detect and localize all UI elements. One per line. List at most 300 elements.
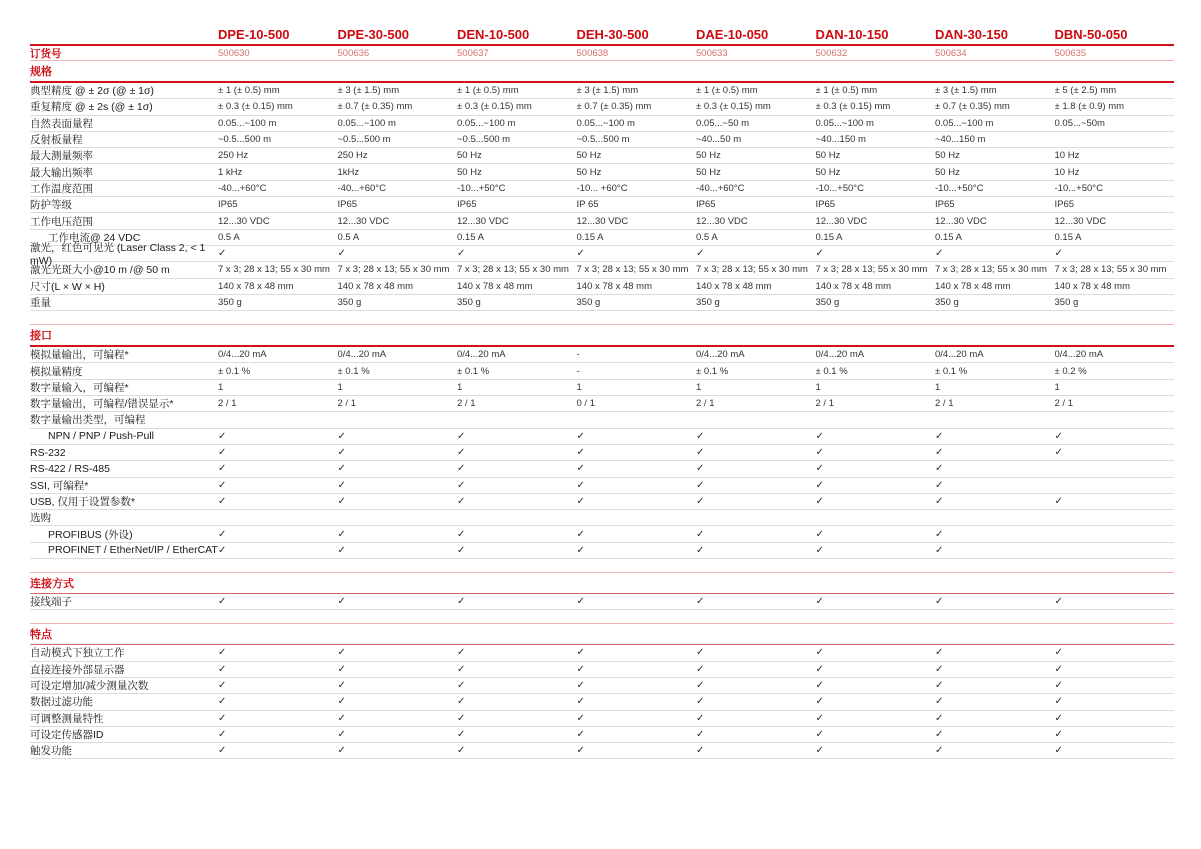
check-mark: ✓ xyxy=(218,495,227,507)
table-row xyxy=(30,662,1174,678)
row-label: 自动模式下独立工作 xyxy=(30,647,125,660)
spec-cell: -40...+60°C xyxy=(337,182,386,194)
check-mark: ✓ xyxy=(1054,745,1063,757)
spec-cell: 350 g xyxy=(696,297,720,308)
spec-cell: 50 Hz xyxy=(457,166,482,178)
check-mark: ✓ xyxy=(696,447,705,459)
spec-cell: 0.05...~100 m xyxy=(815,117,874,129)
spec-cell: 140 x 78 x 48 mm xyxy=(696,280,772,292)
check-mark: ✓ xyxy=(337,430,346,442)
row-label: PROFIBUS (外设) xyxy=(48,528,133,541)
spec-cell: 50 Hz xyxy=(815,150,841,162)
spec-cell: 7 x 3; 28 x 13; 55 x 30 mm xyxy=(337,264,450,276)
check-mark: ✓ xyxy=(218,463,227,475)
spec-cell: 0.15 A xyxy=(576,231,604,243)
spec-cell: ± 0.1 % xyxy=(815,365,848,377)
spec-cell: 50 Hz xyxy=(935,150,960,162)
check-mark: ✓ xyxy=(218,745,227,757)
check-mark: ✓ xyxy=(1054,430,1063,442)
check-mark: ✓ xyxy=(935,248,944,260)
spec-cell: 0/4...20 mA xyxy=(696,349,745,361)
row-label: 数字量输入，可编程* xyxy=(30,381,129,394)
check-mark: ✓ xyxy=(218,663,227,675)
check-mark: ✓ xyxy=(337,463,346,475)
spec-cell: 0/4...20 mA xyxy=(935,349,984,361)
order-number: 500633 xyxy=(696,47,728,59)
spec-cell: 50 Hz xyxy=(815,166,841,178)
row-label: 触发功能 xyxy=(30,745,72,758)
spec-cell: 0.15 A xyxy=(1054,231,1082,243)
row-label: RS-422 / RS-485 xyxy=(30,462,110,475)
row-label: NPN / PNP / Push-Pull xyxy=(48,430,155,443)
row-label: 模拟量输出，可编程* xyxy=(30,349,129,362)
table-row xyxy=(30,347,1174,363)
check-mark: ✓ xyxy=(696,728,705,740)
check-mark: ✓ xyxy=(576,495,585,507)
check-mark: ✓ xyxy=(935,430,944,442)
check-mark: ✓ xyxy=(815,479,824,491)
check-mark: ✓ xyxy=(815,544,824,556)
section-header xyxy=(30,572,1174,594)
spec-cell: 50 Hz xyxy=(457,150,482,162)
check-mark: ✓ xyxy=(696,647,705,659)
spec-cell: 10 Hz xyxy=(1054,166,1080,178)
section-title: 连接方式 xyxy=(30,578,74,591)
table-row xyxy=(30,279,1174,295)
spec-cell: 7 x 3; 28 x 13; 55 x 30 mm xyxy=(1054,264,1167,276)
check-mark: ✓ xyxy=(218,447,227,459)
spec-cell: -10... +60°C xyxy=(576,182,628,194)
check-mark: ✓ xyxy=(815,745,824,757)
row-label: 最大输出频率 xyxy=(30,166,93,179)
spec-cell: 7 x 3; 28 x 13; 55 x 30 mm xyxy=(815,264,928,276)
check-mark: ✓ xyxy=(935,647,944,659)
spec-cell: 2 / 1 xyxy=(457,398,476,410)
section-header xyxy=(30,324,1174,347)
row-label: 最大测量频率 xyxy=(30,150,93,163)
check-mark: ✓ xyxy=(696,463,705,475)
spec-cell: -40...+60°C xyxy=(218,182,267,194)
check-mark: ✓ xyxy=(218,680,227,692)
spec-cell: 1 xyxy=(218,381,224,393)
check-mark: ✓ xyxy=(218,647,227,659)
table-row xyxy=(30,743,1174,759)
check-mark: ✓ xyxy=(337,495,346,507)
check-mark: ✓ xyxy=(457,495,466,507)
spec-cell: ~0.5...500 m xyxy=(218,134,272,146)
check-mark: ✓ xyxy=(337,447,346,459)
row-label: 自然表面量程 xyxy=(30,117,93,130)
section-header xyxy=(30,623,1174,645)
spec-cell: -10...+50°C xyxy=(457,182,506,194)
check-mark: ✓ xyxy=(696,495,705,507)
spec-cell: 2 / 1 xyxy=(218,398,237,410)
check-mark: ✓ xyxy=(576,663,585,675)
row-label: PROFINET / EtherNet/IP / EtherCAT xyxy=(48,544,218,557)
spec-cell: 0/4...20 mA xyxy=(218,349,267,361)
spec-cell: 12...30 VDC xyxy=(1054,215,1107,227)
check-mark: ✓ xyxy=(457,663,466,675)
check-mark: ✓ xyxy=(457,745,466,757)
table-row xyxy=(30,543,1174,559)
spec-cell: 1 kHz xyxy=(218,166,243,178)
spec-cell: 1kHz xyxy=(337,166,360,178)
spec-cell: ± 1 (± 0.5) mm xyxy=(696,85,758,97)
spec-cell: 0.05...~100 m xyxy=(576,117,635,129)
check-mark: ✓ xyxy=(815,447,824,459)
check-mark: ✓ xyxy=(457,430,466,442)
spec-cell: ± 3 (± 1.5) mm xyxy=(576,85,639,97)
spec-cell: 0/4...20 mA xyxy=(815,349,865,361)
spec-cell: 2 / 1 xyxy=(337,398,356,410)
spec-cell: 140 x 78 x 48 mm xyxy=(1054,280,1131,292)
row-label: 重复精度 @ ± 2s (@ ± 1σ) xyxy=(30,101,153,114)
table-row xyxy=(30,99,1174,115)
check-mark: ✓ xyxy=(218,596,227,608)
product-column-header: DBN-50-050 xyxy=(1054,26,1128,42)
spec-cell: 50 Hz xyxy=(696,166,721,178)
spec-cell: ~40...50 m xyxy=(696,134,742,146)
check-mark: ✓ xyxy=(935,463,944,475)
section-header xyxy=(30,61,1174,83)
check-mark: ✓ xyxy=(696,680,705,692)
check-mark: ✓ xyxy=(337,712,346,724)
spec-cell: 350 g xyxy=(337,297,362,308)
spec-cell: 12...30 VDC xyxy=(696,215,748,227)
check-mark: ✓ xyxy=(815,596,824,608)
row-label: 工作电流@ 24 VDC xyxy=(48,231,141,244)
check-mark: ✓ xyxy=(696,596,705,608)
check-mark: ✓ xyxy=(576,528,585,540)
check-mark: ✓ xyxy=(935,596,944,608)
spec-cell: IP 65 xyxy=(576,199,599,211)
check-mark: ✓ xyxy=(935,663,944,675)
row-label: 尺寸(L × W × H) xyxy=(30,280,105,293)
table-row xyxy=(30,213,1174,229)
check-mark: ✓ xyxy=(935,728,944,740)
spec-cell: 10 Hz xyxy=(1054,150,1080,162)
check-mark: ✓ xyxy=(815,728,824,740)
spec-cell: 1 xyxy=(696,381,702,393)
check-mark: ✓ xyxy=(457,248,466,260)
check-mark: ✓ xyxy=(576,447,585,459)
sections-container xyxy=(30,61,1174,759)
row-label: 模拟量精度 xyxy=(30,365,83,378)
check-mark: ✓ xyxy=(696,248,705,260)
check-mark: ✓ xyxy=(218,528,227,540)
check-mark: ✓ xyxy=(935,544,944,556)
spec-cell: ± 5 (± 2.5) mm xyxy=(1054,85,1117,97)
table-row xyxy=(30,429,1174,445)
check-mark: ✓ xyxy=(1054,495,1063,507)
product-column-header: DPE-30-500 xyxy=(337,26,410,42)
check-mark: ✓ xyxy=(218,430,227,442)
spec-cell: 2 / 1 xyxy=(1054,398,1073,410)
spec-cell: IP65 xyxy=(337,199,358,211)
check-mark: ✓ xyxy=(576,728,585,740)
check-mark: ✓ xyxy=(1054,647,1063,659)
table-row xyxy=(30,181,1174,197)
spec-cell: - xyxy=(576,365,580,377)
spec-cell: ~0.5...500 m xyxy=(337,134,391,146)
check-mark: ✓ xyxy=(1054,696,1063,708)
spec-cell: IP65 xyxy=(815,199,836,211)
spec-cell: ± 1 (± 0.5) mm xyxy=(457,85,519,97)
table-row xyxy=(30,396,1174,412)
check-mark: ✓ xyxy=(935,479,944,491)
check-mark: ✓ xyxy=(696,745,705,757)
check-mark: ✓ xyxy=(935,712,944,724)
spec-cell: ± 1.8 (± 0.9) mm xyxy=(1054,101,1125,113)
row-label: 可设定增加/减少测量次数 xyxy=(30,680,149,693)
row-label: 数字量输出，可编程/错误显示* xyxy=(30,398,174,411)
spec-cell: ± 3 (± 1.5) mm xyxy=(935,85,997,97)
spec-cell: 7 x 3; 28 x 13; 55 x 30 mm xyxy=(696,264,808,276)
spec-cell: IP65 xyxy=(696,199,716,211)
check-mark: ✓ xyxy=(457,463,466,475)
check-mark: ✓ xyxy=(815,495,824,507)
table-row xyxy=(30,461,1174,477)
spec-cell: 50 Hz xyxy=(576,166,602,178)
check-mark: ✓ xyxy=(218,696,227,708)
row-label: 数字量输出类型，可编程 xyxy=(30,414,146,427)
check-mark: ✓ xyxy=(337,745,346,757)
check-mark: ✓ xyxy=(337,544,346,556)
table-row xyxy=(30,412,1174,428)
check-mark: ✓ xyxy=(337,248,346,260)
check-mark: ✓ xyxy=(815,696,824,708)
table-row xyxy=(30,494,1174,510)
spec-cell: ± 0.7 (± 0.35) mm xyxy=(576,101,652,113)
spec-cell: ~0.5...500 m xyxy=(576,134,630,146)
check-mark: ✓ xyxy=(218,544,227,556)
product-header-row xyxy=(30,26,1174,46)
check-mark: ✓ xyxy=(696,528,705,540)
order-number: 500634 xyxy=(935,47,967,59)
spec-cell: ~0.5...500 m xyxy=(457,134,511,146)
spec-cell: ± 3 (± 1.5) mm xyxy=(337,85,400,97)
check-mark: ✓ xyxy=(337,647,346,659)
check-mark: ✓ xyxy=(935,680,944,692)
check-mark: ✓ xyxy=(696,696,705,708)
check-mark: ✓ xyxy=(576,596,585,608)
spec-cell: 12...30 VDC xyxy=(935,215,987,227)
table-row xyxy=(30,526,1174,542)
product-column-header: DAE-10-050 xyxy=(696,26,769,42)
table-row xyxy=(30,164,1174,180)
spec-cell: 0.5 A xyxy=(696,231,718,243)
row-label: 典型精度 @ ± 2σ (@ ± 1σ) xyxy=(30,85,154,98)
spec-cell: 0.15 A xyxy=(935,231,962,243)
check-mark: ✓ xyxy=(337,596,346,608)
spec-cell: 0.05...~100 m xyxy=(457,117,516,129)
check-mark: ✓ xyxy=(576,696,585,708)
check-mark: ✓ xyxy=(337,696,346,708)
spec-cell: ± 0.3 (± 0.15) mm xyxy=(696,101,771,113)
spec-cell: 250 Hz xyxy=(218,150,249,162)
order-number: 500637 xyxy=(457,47,489,59)
spec-cell: 50 Hz xyxy=(576,150,602,162)
spec-cell: 0.15 A xyxy=(457,231,484,243)
row-label: 直接连接外部显示器 xyxy=(30,663,125,676)
spec-cell: 2 / 1 xyxy=(935,398,954,410)
spec-cell: 140 x 78 x 48 mm xyxy=(935,280,1011,292)
check-mark: ✓ xyxy=(935,528,944,540)
spec-cell: 12...30 VDC xyxy=(576,215,629,227)
check-mark: ✓ xyxy=(576,712,585,724)
check-mark: ✓ xyxy=(576,248,585,260)
table-row xyxy=(30,445,1174,461)
check-mark: ✓ xyxy=(815,463,824,475)
check-mark: ✓ xyxy=(576,745,585,757)
spec-cell: ± 0.7 (± 0.35) mm xyxy=(935,101,1010,113)
check-mark: ✓ xyxy=(1054,447,1063,459)
spec-cell: 0.05...~50 m xyxy=(696,117,750,129)
table-row xyxy=(30,363,1174,379)
spec-cell: 1 xyxy=(337,381,343,393)
spec-cell: 350 g xyxy=(576,297,601,308)
row-label: 数据过滤功能 xyxy=(30,696,93,709)
check-mark: ✓ xyxy=(218,712,227,724)
product-column-header: DAN-10-150 xyxy=(815,26,889,42)
spec-cell: 0/4...20 mA xyxy=(337,349,387,361)
row-label: 激光光斑大小@10 m /@ 50 m xyxy=(30,264,170,277)
spec-cell: 0/4...20 mA xyxy=(457,349,506,361)
spec-cell: 350 g xyxy=(457,297,481,308)
spec-cell: ± 1 (± 0.5) mm xyxy=(218,85,280,97)
section-title: 特点 xyxy=(30,629,52,642)
check-mark: ✓ xyxy=(457,696,466,708)
product-column-header: DEH-30-500 xyxy=(576,26,649,42)
check-mark: ✓ xyxy=(815,528,824,540)
check-mark: ✓ xyxy=(696,479,705,491)
check-mark: ✓ xyxy=(1054,663,1063,675)
check-mark: ✓ xyxy=(576,479,585,491)
row-label: RS-232 xyxy=(30,446,66,459)
check-mark: ✓ xyxy=(457,596,466,608)
row-label: 工作电压范围 xyxy=(30,215,93,228)
check-mark: ✓ xyxy=(696,663,705,675)
spec-cell: 7 x 3; 28 x 13; 55 x 30 mm xyxy=(457,264,569,276)
spec-cell: 7 x 3; 28 x 13; 55 x 30 mm xyxy=(935,264,1047,276)
spec-cell: IP65 xyxy=(935,199,955,211)
spec-cell: ± 0.3 (± 0.15) mm xyxy=(218,101,293,113)
spec-cell: ~40...150 m xyxy=(935,134,986,146)
row-label: SSI, 可编程* xyxy=(30,479,89,492)
table-row xyxy=(30,510,1174,526)
spec-cell: 1 xyxy=(576,381,582,393)
row-label: 重量 xyxy=(30,297,51,309)
row-label: 可调整测量特性 xyxy=(30,712,104,725)
spec-cell: ~40...150 m xyxy=(815,134,866,146)
table-row xyxy=(30,678,1174,694)
spec-cell: 0.05...~100 m xyxy=(218,117,277,129)
spec-cell: 1 xyxy=(1054,381,1060,393)
order-number: 500636 xyxy=(337,47,370,59)
check-mark: ✓ xyxy=(337,528,346,540)
table-row xyxy=(30,132,1174,148)
spec-cell: 0.05...~100 m xyxy=(935,117,994,129)
check-mark: ✓ xyxy=(815,430,824,442)
spec-cell: 140 x 78 x 48 mm xyxy=(815,280,892,292)
spec-cell: 12...30 VDC xyxy=(218,215,270,227)
check-mark: ✓ xyxy=(337,663,346,675)
check-mark: ✓ xyxy=(1054,728,1063,740)
order-number: 500630 xyxy=(218,47,250,59)
table-row xyxy=(30,694,1174,710)
check-mark: ✓ xyxy=(815,647,824,659)
spec-cell: - xyxy=(576,349,580,361)
spec-cell: 2 / 1 xyxy=(815,398,834,410)
spec-cell: 50 Hz xyxy=(696,150,721,162)
product-column-header: DAN-30-150 xyxy=(935,26,1008,42)
spec-cell: 350 g xyxy=(1054,297,1079,308)
spec-cell: ± 0.1 % xyxy=(935,365,968,377)
row-label: 可设定传感器ID xyxy=(30,728,104,741)
check-mark: ✓ xyxy=(457,544,466,556)
check-mark: ✓ xyxy=(218,248,227,260)
order-number-row xyxy=(30,46,1174,61)
spec-cell: 140 x 78 x 48 mm xyxy=(337,280,414,292)
check-mark: ✓ xyxy=(337,680,346,692)
check-mark: ✓ xyxy=(337,728,346,740)
spec-cell: 350 g xyxy=(218,297,242,308)
spec-cell: 7 x 3; 28 x 13; 55 x 30 mm xyxy=(576,264,689,276)
check-mark: ✓ xyxy=(218,479,227,491)
spec-cell: 0.05...~50m xyxy=(1054,117,1105,129)
spec-cell: IP65 xyxy=(1054,199,1075,211)
table-row xyxy=(30,148,1174,164)
check-mark: ✓ xyxy=(935,495,944,507)
check-mark: ✓ xyxy=(457,728,466,740)
spec-cell: 50 Hz xyxy=(935,166,960,178)
check-mark: ✓ xyxy=(576,463,585,475)
spec-cell: -10...+50°C xyxy=(815,182,864,194)
check-mark: ✓ xyxy=(696,712,705,724)
row-label: 选购 xyxy=(30,512,51,525)
check-mark: ✓ xyxy=(457,528,466,540)
spec-cell: 7 x 3; 28 x 13; 55 x 30 mm xyxy=(218,264,330,276)
check-mark: ✓ xyxy=(1054,680,1063,692)
spec-cell: ± 0.3 (± 0.15) mm xyxy=(815,101,891,113)
table-row xyxy=(30,594,1174,610)
table-row xyxy=(30,242,1174,268)
check-mark: ✓ xyxy=(1054,712,1063,724)
check-mark: ✓ xyxy=(696,544,705,556)
spec-cell: ± 1 (± 0.5) mm xyxy=(815,85,878,97)
spec-cell: -10...+50°C xyxy=(935,182,984,194)
spec-cell: 140 x 78 x 48 mm xyxy=(218,280,294,292)
product-column-header: DEN-10-500 xyxy=(457,26,530,42)
spec-cell: 12...30 VDC xyxy=(457,215,509,227)
check-mark: ✓ xyxy=(815,680,824,692)
spec-cell: ± 0.1 % xyxy=(337,365,370,377)
section-title: 规格 xyxy=(30,66,52,78)
table-row xyxy=(30,262,1174,278)
spec-cell: 12...30 VDC xyxy=(337,215,390,227)
check-mark: ✓ xyxy=(457,647,466,659)
spec-cell: 350 g xyxy=(815,297,840,308)
table-row xyxy=(30,711,1174,727)
spec-cell: -40...+60°C xyxy=(696,182,745,194)
check-mark: ✓ xyxy=(457,479,466,491)
spec-cell: ± 0.1 % xyxy=(457,365,490,377)
check-mark: ✓ xyxy=(576,544,585,556)
table-row xyxy=(30,197,1174,213)
spec-cell: 12...30 VDC xyxy=(815,215,868,227)
section-title: 接口 xyxy=(30,330,52,343)
check-mark: ✓ xyxy=(337,479,346,491)
